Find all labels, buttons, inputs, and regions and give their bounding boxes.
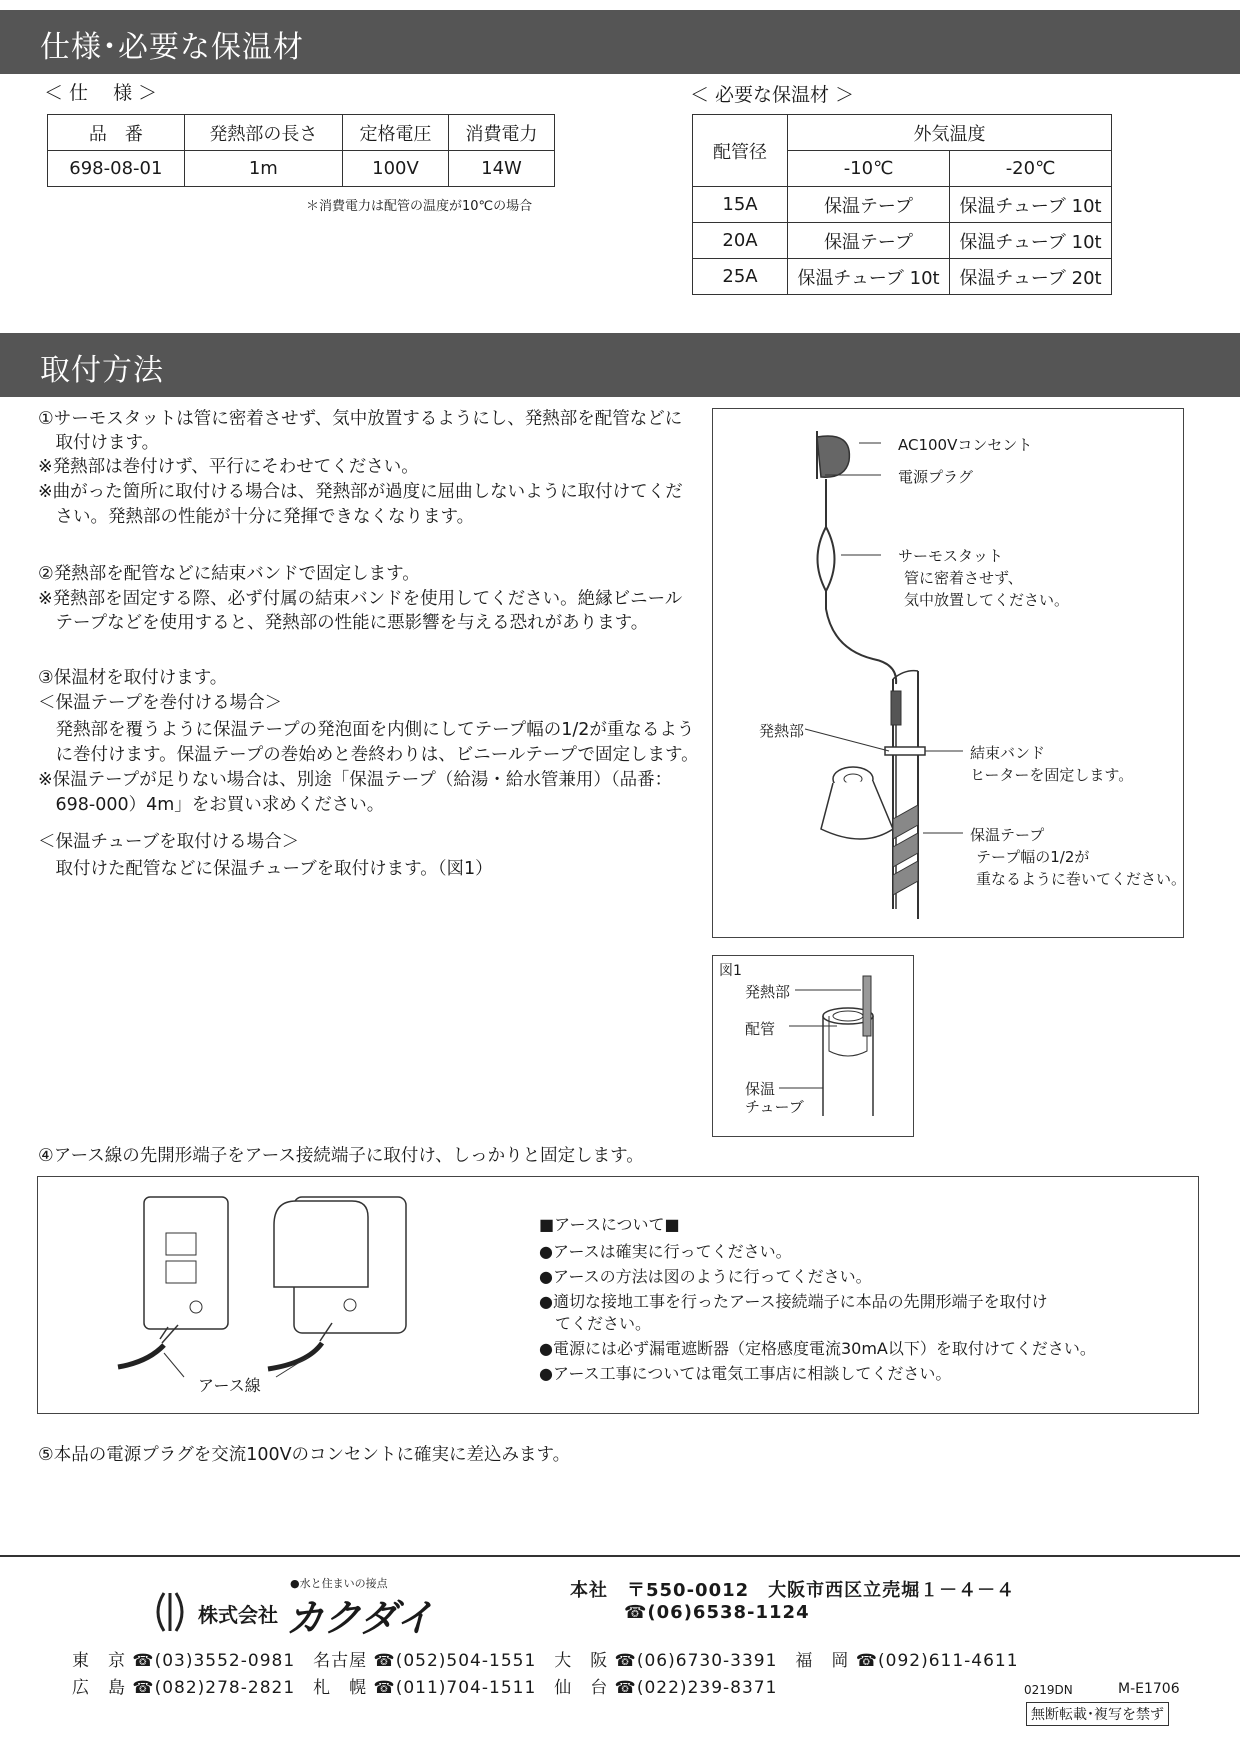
company-tagline: ●水と住まいの接点 (290, 1577, 388, 1590)
table-cell: 保温チューブ 10t (950, 187, 1112, 223)
step5-text: ⑤本品の電源プラグを交流100Vのコンセントに確実に差込みます。 (38, 1445, 571, 1465)
label-thermostat-note: 気中放置してください。 (904, 591, 1070, 609)
doc-code: 0219DN (1024, 1683, 1073, 1697)
earth-item: ●電源には必ず漏電遮断器（定格感度電流30mA以下）を取付けてください。 (539, 1339, 1096, 1358)
company-prefix: 株式会社 (198, 1603, 278, 1627)
company-name: カクダイ (286, 1596, 433, 1640)
fig1-title: 図1 (719, 963, 742, 979)
step-line: ＜保温チューブを取付ける場合＞ (38, 832, 300, 852)
step-line: ※発熱部は巻付けず、平行にそわせてください。 (38, 457, 419, 477)
company-hq: 本社 〒550-0012 大阪市西区立売堀１－４－４ (570, 1580, 1016, 1601)
footer-divider (0, 1555, 1240, 1557)
doc-number: M-E1706 (1118, 1681, 1180, 1697)
label-band: 結束バンド (970, 744, 1046, 762)
fig1-tube: 保温 (745, 1080, 776, 1098)
install-section-title: 取付方法 (40, 353, 164, 388)
figure-1-svg (713, 956, 913, 1136)
spec-cell: 1m (184, 151, 342, 187)
branch-row: 東 京 ☎(03)3552-0981 名古屋 ☎(052)504-1551 大 阪 ☎(06)6730-3391 福 岡 ☎(092)611-4611 (72, 1651, 1019, 1671)
step-line: 発熱部を覆うように保温テープの発泡面を内側にしてテープ幅の1/2が重なるよう (38, 720, 695, 740)
company-logo (150, 1575, 490, 1645)
table-cell: 25A (693, 259, 788, 295)
step-line: 698-000）4m」をお買い求めください。 (38, 795, 385, 815)
spec-cell: 14W (448, 151, 554, 187)
pipe-header: 配管径 (693, 115, 788, 187)
step-line: 取付けた配管などに保温チューブを取付けます。（図1） (38, 859, 493, 879)
step-line: ②発熱部を配管などに結束バンドで固定します。 (38, 564, 420, 584)
label-tape-note: テープ幅の1/2が (976, 848, 1090, 866)
spec-header: 発熱部の長さ (184, 115, 342, 151)
step-line: さい。発熱部の性能が十分に発揮できなくなります。 (38, 507, 475, 527)
spec-header: 消費電力 (448, 115, 554, 151)
step-line: ※発熱部を固定する際、必ず付属の結束バンドを使用してください。絶縁ビニール (38, 589, 683, 609)
table-cell: 保温テープ (788, 187, 950, 223)
label-outlet: AC100Vコンセント (898, 436, 1033, 454)
label-plug: 電源プラグ (898, 468, 974, 486)
temp-cell: -10℃ (788, 151, 950, 187)
step4-text: ④アース線の先開形端子をアース接続端子に取付け、しっかりと固定します。 (38, 1146, 644, 1166)
earth-item: ●アースの方法は図のように行ってください。 (539, 1267, 872, 1286)
step-line: ※保温テープが足りない場合は、別途「保温テープ（給湯・給水管兼用）（品番： (38, 770, 673, 790)
step-line: に巻付けます。保温テープの巻始めと巻終わりは、ビニールテープで固定します。 (38, 745, 699, 765)
earth-item: てください。 (539, 1314, 652, 1333)
table-cell: 保温チューブ 10t (788, 259, 950, 295)
earth-item: ●アース工事については電気工事店に相談してください。 (539, 1364, 952, 1383)
label-thermostat: サーモスタット (898, 547, 1004, 565)
company-hq-tel: ☎(06)6538-1124 (624, 1602, 810, 1623)
copyright-notice: 無断転載･複写を禁ず (1026, 1702, 1169, 1726)
install-section-bar (0, 333, 1240, 397)
label-heater: 発熱部 (759, 722, 805, 740)
label-band-note: ヒーターを固定します。 (970, 766, 1134, 784)
earth-title: ■アースについて■ (539, 1215, 680, 1234)
label-tape: 保温テープ (970, 826, 1045, 844)
earth-item: ●アースは確実に行ってください。 (539, 1242, 792, 1261)
table-cell: 保温テープ (788, 223, 950, 259)
spec-cell: 698-08-01 (48, 151, 185, 187)
temp-cell: -20℃ (950, 151, 1112, 187)
earth-item: ●適切な接地工事を行ったアース接続端子に本品の先開形端子を取付け (539, 1292, 1048, 1311)
figure-1 (712, 955, 914, 1137)
label-tape-note: 重なるように巻いてください。 (976, 870, 1187, 888)
fig1-heater: 発熱部 (745, 983, 791, 1001)
table-cell: 15A (693, 187, 788, 223)
spec-note: ＊消費電力は配管の温度が10℃の場合 (306, 199, 533, 214)
spec-heading: ＜ 仕 様 ＞ (44, 82, 158, 104)
branch-row: 広 島 ☎(082)278-2821 札 幌 ☎(011)704-1511 仙 台 ☎(022)239-8371 (72, 1678, 778, 1698)
spec-section-title: 仕様･必要な保温材 (40, 30, 304, 65)
step-line: ①サーモスタットは管に密着させず、気中放置するようにし、発熱部を配管などに (38, 409, 683, 429)
step-line: 取付けます。 (38, 433, 160, 453)
spec-section-bar (0, 10, 1240, 74)
insulation-table (692, 114, 1112, 295)
spec-cell: 100V (342, 151, 448, 187)
temp-header: 外気温度 (788, 115, 1112, 151)
logo-mark-icon (150, 1589, 190, 1635)
fig1-tube: チューブ (745, 1098, 804, 1116)
spec-header: 品 番 (48, 115, 185, 151)
install-diagram (712, 408, 1187, 938)
spec-header: 定格電圧 (342, 115, 448, 151)
earth-box (37, 1176, 1199, 1414)
fig1-pipe: 配管 (745, 1020, 776, 1038)
install-diagram-svg (713, 409, 1183, 937)
table-cell: 保温チューブ 20t (950, 259, 1112, 295)
label-thermostat-note: 管に密着させず、 (904, 569, 1023, 587)
step-line: ※曲がった箇所に取付ける場合は、発熱部が過度に屈曲しないように取付けてくだ (38, 482, 683, 502)
earth-wire-label: アース線 (198, 1376, 261, 1395)
spec-table (47, 114, 555, 187)
table-cell: 保温チューブ 10t (950, 223, 1112, 259)
table-cell: 20A (693, 223, 788, 259)
step-line: テープなどを使用すると、発熱部の性能に悪影響を与える恐れがあります。 (38, 613, 649, 633)
step-line: ＜保温テープを巻付ける場合＞ (38, 693, 283, 713)
insulation-heading: ＜ 必要な保温材 ＞ (690, 84, 855, 106)
step-line: ③保温材を取付けます。 (38, 668, 228, 688)
